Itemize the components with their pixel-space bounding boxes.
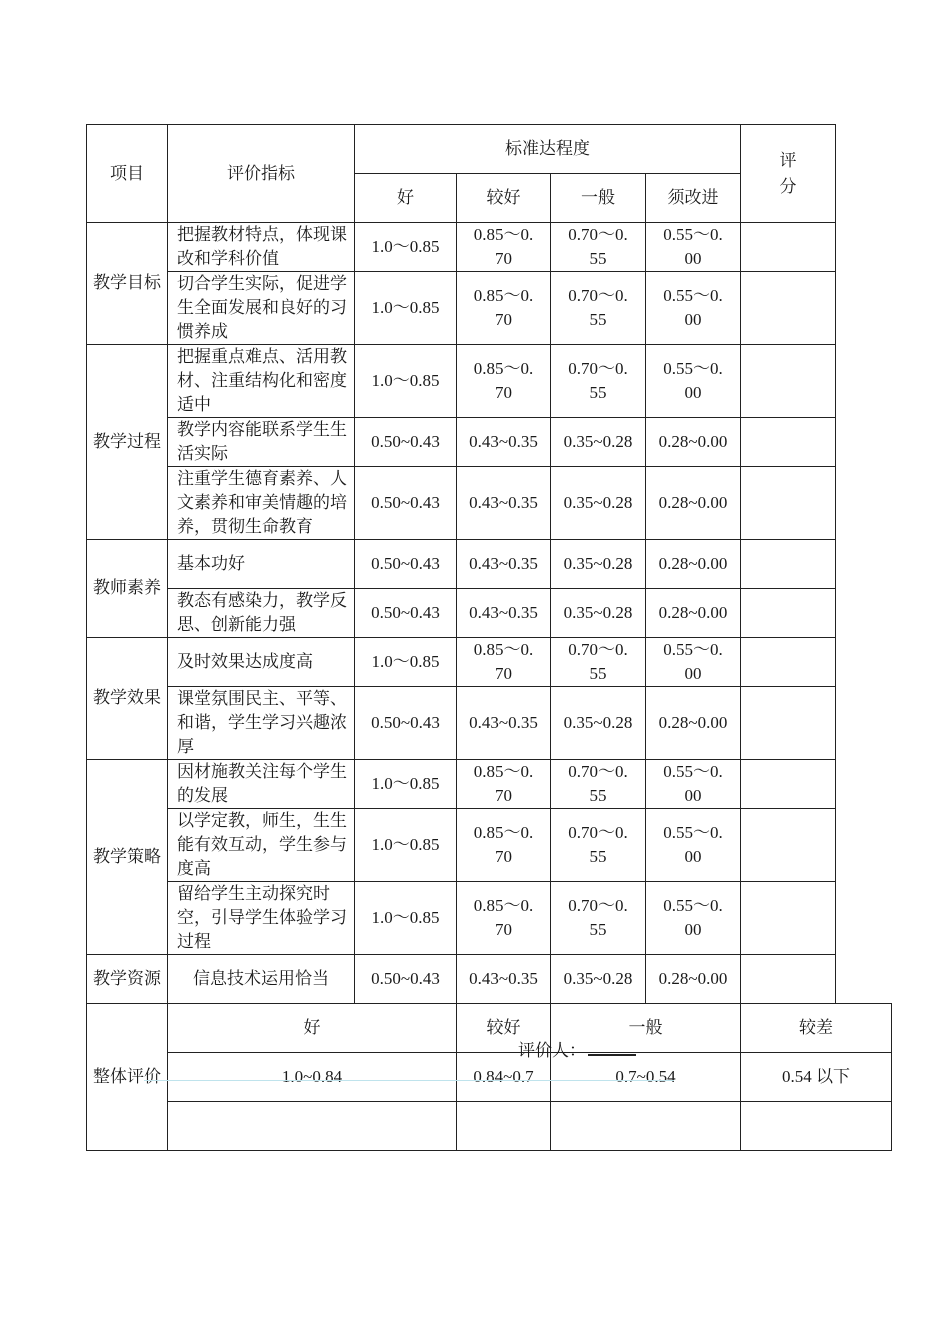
overall-range: 1.0~0.84 — [168, 1053, 457, 1102]
level-value: 0.35~0.28 — [563, 554, 633, 573]
group-name: 教学过程 — [93, 431, 161, 452]
level-value-cell — [457, 687, 551, 760]
level-value: 0.85～0.70 — [473, 896, 534, 939]
overall-grade-average: 一般 — [551, 1004, 741, 1053]
overall-input-cell[interactable] — [457, 1102, 551, 1151]
level-value-cell — [551, 589, 646, 638]
header-level-fairly-good: 较好 — [457, 174, 551, 223]
level-value: 0.85～0.70 — [473, 225, 534, 268]
group-name-cell — [87, 638, 168, 760]
level-value: 0.55～0.00 — [663, 225, 723, 268]
level-value: 0.85～0.70 — [473, 762, 534, 805]
overall-input-cell[interactable] — [168, 1102, 457, 1151]
level-value-cell — [457, 418, 551, 467]
indicator-cell: 教学内容能联系学生生活实际 — [168, 418, 355, 467]
table-row — [87, 882, 892, 955]
level-value-cell — [355, 223, 457, 272]
header-score — [741, 125, 836, 223]
level-value: 0.35~0.28 — [563, 603, 633, 622]
score-input-cell[interactable] — [741, 760, 836, 809]
overall-grade-poor: 较差 — [741, 1004, 892, 1053]
level-value-cell — [355, 809, 457, 882]
level-value-cell — [646, 882, 741, 955]
evaluator-blank[interactable] — [588, 1036, 636, 1056]
level-value-cell — [355, 687, 457, 760]
overall-grade-fairly-good: 较好 — [457, 1004, 551, 1053]
level-value-cell — [457, 272, 551, 345]
table-row — [87, 223, 892, 272]
overall-grade-good: 好 — [168, 1004, 457, 1053]
level-value-cell — [646, 638, 741, 687]
score-input-cell[interactable] — [741, 345, 836, 418]
level-value: 0.43~0.35 — [469, 603, 538, 622]
header-project: 项目 — [87, 125, 168, 223]
level-value: 0.50~0.43 — [371, 493, 440, 512]
level-value-cell — [457, 223, 551, 272]
level-value: 0.70～0.55 — [568, 896, 628, 939]
level-value-cell — [646, 687, 741, 760]
level-value-cell — [457, 809, 551, 882]
level-value: 0.28~0.00 — [658, 554, 728, 573]
group-name-cell — [87, 223, 168, 345]
group-name-cell — [87, 955, 168, 1004]
indicator-cell: 基本功好 — [168, 540, 355, 589]
table-row — [87, 760, 892, 809]
overall-input-cell[interactable] — [551, 1102, 741, 1151]
score-input-cell[interactable] — [741, 955, 836, 1004]
level-value: 0.35~0.28 — [563, 493, 633, 512]
level-value: 0.35~0.28 — [563, 713, 633, 732]
table-row — [87, 540, 892, 589]
level-value: 1.0～0.85 — [371, 908, 440, 927]
level-value: 1.0～0.85 — [371, 835, 440, 854]
group-name-cell — [87, 760, 168, 955]
level-value-cell — [355, 345, 457, 418]
indicator-cell: 切合学生实际，促进学生全面发展和良好的习惯养成 — [168, 272, 355, 345]
level-value-cell — [551, 760, 646, 809]
table-row — [87, 687, 892, 760]
level-value: 0.50~0.43 — [371, 713, 440, 732]
score-input-cell[interactable] — [741, 467, 836, 540]
overall-input-row — [87, 1102, 892, 1151]
level-value: 0.55～0.00 — [663, 640, 723, 683]
group-name: 教学策略 — [93, 846, 161, 867]
table-row — [87, 638, 892, 687]
score-input-cell[interactable] — [741, 882, 836, 955]
header-indicator: 评价指标 — [168, 125, 355, 223]
footer-divider — [144, 1080, 674, 1081]
level-value: 0.70～0.55 — [568, 640, 628, 683]
evaluator-label: 评价人： — [518, 1041, 586, 1061]
header-level-good: 好 — [355, 174, 457, 223]
level-value-cell — [646, 467, 741, 540]
score-input-cell[interactable] — [741, 272, 836, 345]
level-value: 0.28~0.00 — [658, 493, 728, 512]
overall-label-cell — [87, 1004, 168, 1151]
level-value-cell — [457, 882, 551, 955]
level-value: 1.0～0.85 — [371, 652, 440, 671]
level-value: 0.85～0.70 — [473, 823, 534, 866]
level-value-cell — [355, 638, 457, 687]
level-value-cell — [355, 272, 457, 345]
level-value-cell — [551, 345, 646, 418]
indicator-cell: 因材施教关注每个学生的发展 — [168, 760, 355, 809]
level-value-cell — [355, 540, 457, 589]
level-value: 0.55～0.00 — [663, 359, 723, 402]
evaluator-signature — [518, 1036, 636, 1061]
indicator-cell: 留给学生主动探究时空，引导学生体验学习过程 — [168, 882, 355, 955]
score-input-cell[interactable] — [741, 540, 836, 589]
header-standard: 标准达程度 — [355, 125, 741, 174]
level-value: 0.35~0.28 — [563, 969, 633, 988]
group-name: 教学目标 — [93, 273, 161, 293]
level-value-cell — [551, 638, 646, 687]
score-input-cell[interactable] — [741, 809, 836, 882]
level-value: 0.70～0.55 — [568, 286, 628, 329]
level-value-cell — [646, 272, 741, 345]
table-row — [87, 272, 892, 345]
level-value-cell — [646, 345, 741, 418]
indicator-cell: 课堂氛围民主、平等、和谐，学生学习兴趣浓厚 — [168, 687, 355, 760]
level-value: 0.50~0.43 — [371, 554, 440, 573]
level-value-cell — [551, 223, 646, 272]
level-value: 0.43~0.35 — [469, 493, 538, 512]
indicator-cell: 把握教材特点，体现课改和学科价值 — [168, 223, 355, 272]
level-value: 0.28~0.00 — [658, 969, 728, 988]
header-score-text: 评分 — [779, 150, 797, 197]
level-value-cell — [551, 467, 646, 540]
level-value: 0.43~0.35 — [469, 554, 538, 573]
level-value-cell — [646, 540, 741, 589]
table-row — [87, 589, 892, 638]
level-value: 0.35~0.28 — [563, 432, 633, 451]
score-input-cell[interactable] — [741, 418, 836, 467]
level-value: 0.85～0.70 — [473, 640, 534, 683]
level-value: 1.0～0.85 — [371, 371, 440, 390]
level-value: 1.0～0.85 — [371, 298, 440, 317]
level-value-cell — [355, 467, 457, 540]
table-body — [87, 125, 892, 1151]
group-name-cell — [87, 540, 168, 638]
overall-input-cell[interactable] — [741, 1102, 892, 1151]
level-value: 0.55～0.00 — [663, 286, 723, 329]
level-value-cell — [646, 223, 741, 272]
level-value-cell — [646, 589, 741, 638]
indicator-cell: 教态有感染力，教学反思、创新能力强 — [168, 589, 355, 638]
level-value: 0.28~0.00 — [658, 603, 728, 622]
level-value-cell — [646, 809, 741, 882]
level-value: 0.43~0.35 — [469, 713, 538, 732]
level-value: 0.55～0.00 — [663, 896, 723, 939]
score-input-cell[interactable] — [741, 638, 836, 687]
level-value: 0.85～0.70 — [473, 359, 534, 402]
header-level-average: 一般 — [551, 174, 646, 223]
level-value-cell — [457, 760, 551, 809]
overall-label: 整体评价 — [93, 1066, 161, 1087]
header-level-improve: 须改进 — [646, 174, 741, 223]
overall-range: 0.7~0.54 — [551, 1053, 741, 1102]
indicator-cell: 信息技术运用恰当 — [168, 955, 355, 1004]
table-row — [87, 467, 892, 540]
level-value-cell — [551, 418, 646, 467]
level-value: 0.43~0.35 — [469, 432, 538, 451]
level-value-cell — [355, 589, 457, 638]
indicator-cell: 注重学生德育素养、人文素养和审美情趣的培养，贯彻生命教育 — [168, 467, 355, 540]
level-value-cell — [355, 418, 457, 467]
level-value-cell — [551, 882, 646, 955]
level-value-cell — [646, 418, 741, 467]
indicator-cell: 把握重点难点、活用教材、注重结构化和密度适中 — [168, 345, 355, 418]
level-value: 0.28~0.00 — [658, 432, 728, 451]
score-input-cell[interactable] — [741, 223, 836, 272]
level-value-cell — [646, 955, 741, 1004]
level-value-cell — [457, 345, 551, 418]
overall-range: 0.84~0.7 — [457, 1053, 551, 1102]
level-value: 0.43~0.35 — [469, 969, 538, 988]
level-value: 0.85～0.70 — [473, 286, 534, 329]
level-value-cell — [457, 589, 551, 638]
level-value: 0.50~0.43 — [371, 432, 440, 451]
evaluation-table — [86, 124, 892, 1151]
level-value: 0.28~0.00 — [658, 713, 728, 732]
level-value-cell — [551, 540, 646, 589]
indicator-cell: 及时效果达成度高 — [168, 638, 355, 687]
score-input-cell[interactable] — [741, 589, 836, 638]
overall-range: 0.54 以下 — [741, 1053, 892, 1102]
level-value-cell — [551, 687, 646, 760]
header-row-1 — [87, 125, 892, 174]
level-value-cell — [457, 540, 551, 589]
level-value-cell — [551, 955, 646, 1004]
level-value: 0.70～0.55 — [568, 225, 628, 268]
level-value: 0.70～0.55 — [568, 762, 628, 805]
level-value-cell — [457, 467, 551, 540]
group-name: 教学效果 — [93, 688, 161, 708]
level-value: 0.55～0.00 — [663, 762, 723, 805]
level-value: 1.0～0.85 — [371, 774, 440, 793]
level-value-cell — [551, 809, 646, 882]
table-row — [87, 418, 892, 467]
level-value: 1.0～0.85 — [371, 237, 440, 256]
level-value-cell — [355, 760, 457, 809]
group-name: 教学资源 — [93, 968, 161, 989]
level-value-cell — [551, 272, 646, 345]
level-value-cell — [457, 955, 551, 1004]
level-value: 0.55～0.00 — [663, 823, 723, 866]
score-input-cell[interactable] — [741, 687, 836, 760]
overall-grade-row — [87, 1004, 892, 1053]
level-value-cell — [355, 882, 457, 955]
level-value: 0.50~0.43 — [371, 603, 440, 622]
level-value-cell — [646, 760, 741, 809]
indicator-cell: 以学定教，师生，生生能有效互动，学生参与度高 — [168, 809, 355, 882]
level-value: 0.70～0.55 — [568, 359, 628, 402]
level-value: 0.50~0.43 — [371, 969, 440, 988]
table-row — [87, 809, 892, 882]
group-name-cell — [87, 345, 168, 540]
overall-range-row — [87, 1053, 892, 1102]
group-name: 教师素养 — [93, 578, 161, 598]
table-row — [87, 345, 892, 418]
level-value-cell — [457, 638, 551, 687]
level-value: 0.70～0.55 — [568, 823, 628, 866]
table-row — [87, 955, 892, 1004]
level-value-cell — [355, 955, 457, 1004]
